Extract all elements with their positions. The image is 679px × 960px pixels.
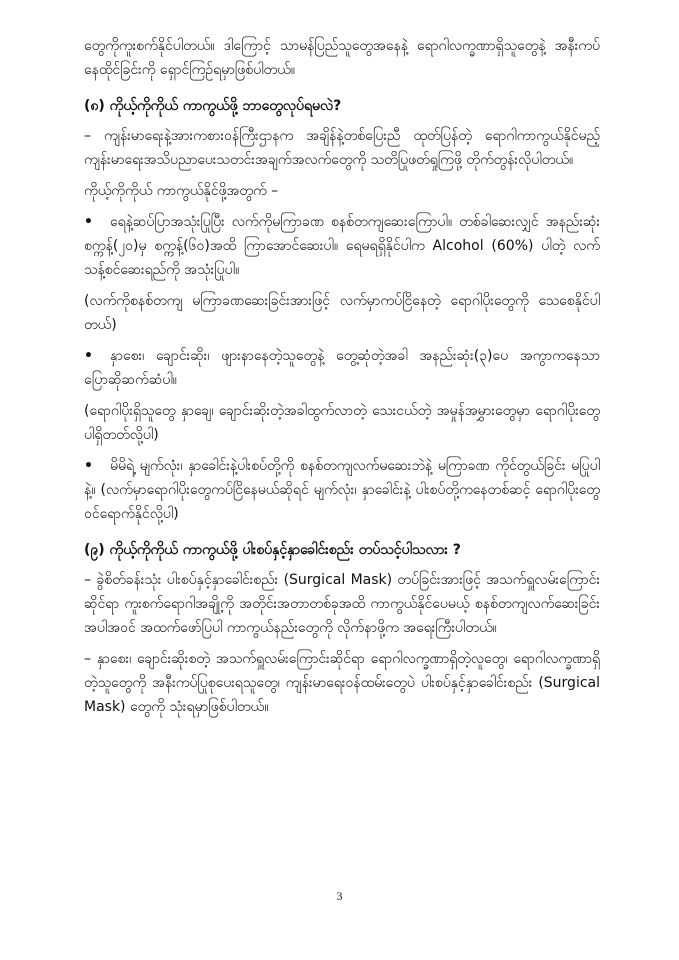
page-number: 3 [336, 889, 343, 903]
paragraph-mask-info: – ခွဲစိတ်ခန်းသုံး ပါးစပ်နှင့်နှာခေါင်းစည်း (Surgical Mask) တပ်ခြင်းအားဖြင့် အသက်ရှူလမ်းကြောင်းဆိုင်ရာ ကူးစက်ရောဂါအချို့ကို အတိုင်းအတာတစ်ခုအထိ ကာကွယ်နိုင်ပေမယ့် စနစ်တကျလက်ဆေးခြင်းအပါအဝင် အထက်ဖော်ပြပါ ကာကွယ်နည်းတွေကို လိုက်နာဖို့က အရေးကြီးပါတယ်။ [84, 572, 600, 636]
paragraph-ministry-advice: – ကျန်းမာရေးနဲ့အားကစားဝန်ကြီးဌာနက အချိန်နဲ့တစ်ပြေးညီ ထုတ်ပြန်တဲ့ ရောဂါကာကွယ်နိုင်မည့် ကျန်းမာရေးအသိပညာပေးသတင်းအချက်အလက်တွေကို သတိပြုဖတ်ရှုကြဖို့ တိုက်တွန်းလိုပါတယ်။ [84, 128, 600, 168]
paragraph-protection-intro: ကိုယ့်ကိုကိုယ် ကာကွယ်နိုင်ဖို့အတွက် – [84, 183, 279, 199]
bullet-handwashing [84, 210, 600, 282]
bullet-dot-icon: • [84, 348, 93, 364]
paragraph-handwashing-note: (လက်ကိုစနစ်တကျ မကြာခဏဆေးခြင်းအားဖြင့် လက်မှာကပ်ငြိနေတဲ့ ရောဂါပိုးတွေကို သေစေနိုင်ပါတယ်) [84, 293, 600, 333]
document-page [84, 34, 600, 914]
paragraph-intro: တွေကိုကူးစက်နိုင်ပါတယ်။ ဒါကြောင့် သာမန်ပြည်သူတွေအနေနဲ့ ရောဂါလက္ခဏာရှိသူတွေနဲ့ အနီးကပ်နေထိုင်ခြင်းကို ရှောင်ကြဉ်ရမှာဖြစ်ပါတယ်။ [84, 38, 600, 78]
bullet-face-touching-text: မိမိရဲ့ မျက်လုံး၊ နှာခေါင်းနဲ့ပါးစပ်တို့ကို စနစ်တကျလက်မဆေးဘဲနဲ့ မကြာခဏ ကိုင်တွယ်ခြင်း မပြုပါနဲ့။ (လက်မှာရောဂါပိုးတွေကပ်ငြိနေမယ်ဆိုရင် မျက်လုံး၊ နှာခေါင်းနဲ့ ပါးစပ်တို့ကနေတစ်ဆင့် ရောဂါပိုးတွေဝင်ရောက်နိုင်လို့ပါ) [84, 458, 600, 522]
bullet-distance-text: နှာစေး၊ ချောင်းဆိုး၊ ဖျားနာနေတဲ့သူတွေနဲ့ တွေ့ဆုံတဲ့အခါ အနည်းဆုံး(၃)ပေ အကွာကနေသာ ပြောဆိုဆက်ဆံပါ။ [84, 348, 600, 388]
bullet-handwashing-text: ရေနဲ့ဆပ်ပြာအသုံးပြုပြီး လက်ကိုမကြာခဏ စနစ်တကျဆေးကြောပါ။ တစ်ခါဆေးလျှင် အနည်းဆုံးစက္ကန့်(၂၀)မှ စက္ကန့်(၆၀)အထိ ကြာအောင်ဆေးပါ။ ရေမရရှိနိုင်ပါက Alcohol (60%) ပါတဲ့ လက်သန့်စင်ဆေးရည်ကို အသုံးပြုပါ။ [84, 214, 600, 278]
bullet-dot-icon: • [84, 214, 93, 230]
bullet-dot-icon: • [84, 458, 93, 474]
section-heading-9: (၉) ကိုယ့်ကိုကိုယ် ကာကွယ်ဖို့ ပါးစပ်နှင့်နှာခေါင်းစည်း တပ်သင့်ပါသလား ? [84, 542, 461, 558]
paragraph-distance-note: (ရောဂါပိုးရှိသူတွေ နှာချေ၊ ချောင်းဆိုးတဲ့အခါထွက်လာတဲ့ သေးငယ်တဲ့ အမှုန်အမွှားတွေမှာ ရောဂါပိုးတွေ ပါရှိတတ်လို့ပါ) [84, 403, 600, 443]
bullet-distance [84, 344, 600, 392]
bullet-face-touching [84, 454, 600, 526]
section-heading-8: (၈) ကိုယ့်ကိုကိုယ် ကာကွယ်ဖို့ ဘာတွေလုပ်ရမလဲ? [84, 98, 342, 114]
paragraph-mask-users: – နှာစေး၊ ချောင်းဆိုးစတဲ့ အသက်ရှူလမ်းကြောင်းဆိုင်ရာ ရောဂါလက္ခဏာရှိတဲ့လူတွေ၊ ရောဂါလက္ခဏာရှိတဲ့သူတွေကို အနီးကပ်ပြုစုပေးရသူတွေ၊ ကျန်းမာရေးဝန်ထမ်းတွေပဲ ပါးစပ်နှင့်နှာခေါင်းစည်း (Surgical Mask) တွေကို သုံးရမှာဖြစ်ပါတယ်။ [84, 651, 600, 715]
